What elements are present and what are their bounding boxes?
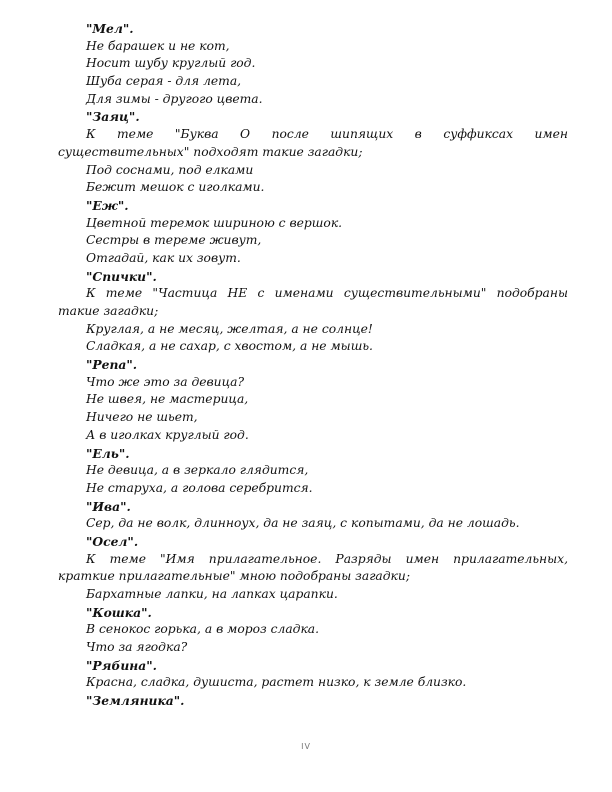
text-line: Не барашек и не кот, [86,38,230,53]
text-line: такие загадки; [58,304,159,318]
text-line: Носит шубу круглый год. [86,56,256,71]
text-line: Под соснами, под елками [86,162,254,177]
text-line: Красна, сладка, душиста, растет низко, к земле близко. [86,675,467,690]
riddle-answer: "Заяц". [86,109,140,125]
text-line: Бархатные лапки, на лапках царапки. [86,587,338,601]
text-line: существительных" подходят такие загадки; [58,144,363,159]
text-line: Сер, да не волк, длинноух, да не заяц, с копытами, да не лошадь. [86,516,520,531]
text-line: А в иголках круглый год. [86,427,249,442]
text-line: К теме "Буква О после шипящих в суффиксах имен [86,127,568,142]
riddle-answer: "Мел". [86,21,134,36]
text-line: Не старуха, а голова серебрится. [86,480,313,495]
riddle-answer: "Ель". [86,445,130,461]
text-line: Ничего не шьет, [86,410,198,425]
text-line: Бежит мешок с иголками. [86,180,265,195]
text-line: Сладкая, а не сахар, с хвостом, а не мышь. [86,339,373,354]
text-line: К теме "Частица НЕ с именами существительными" подобраны [86,286,568,301]
text-line: Цветной теремок шириною с вершок. [86,215,343,230]
text-line: Для зимы - другого цвета. [86,91,263,106]
riddle-answer: "Спички". [86,268,157,284]
text-line: Отгадай, как их зовут. [86,250,241,265]
text-line: Что же это за девица? [86,374,245,389]
riddle-answer: "Еж". [86,197,129,213]
page-number: IV [301,742,311,751]
riddle-answer: "Ива". [86,498,131,514]
document-body [58,20,568,710]
text-line: Сестры в тереме живут, [86,233,262,248]
text-line: Не девица, а в зеркало глядится, [86,463,309,478]
text-line: Не швея, не мастерица, [86,392,249,407]
riddle-answer: "Репа". [86,357,138,373]
text-line: Круглая, а не месяц, желтая, а не солнце! [86,321,373,336]
text-line: Шуба серая - для лета, [86,74,242,89]
riddle-answer: "Рябина". [86,657,157,673]
riddle-answer: "Кошка". [86,604,152,620]
riddle-answer: "Земляника". [86,693,185,709]
text-line: В сенокос горька, а в мороз сладка. [86,622,320,637]
text-line: Что за ягодка? [86,640,188,655]
text-line: краткие прилагательные" мною подобраны загадки; [58,569,410,584]
riddle-answer: "Осел". [86,533,139,549]
text-line: К теме "Имя прилагательное. Разряды имен прилагательных, [86,551,568,566]
